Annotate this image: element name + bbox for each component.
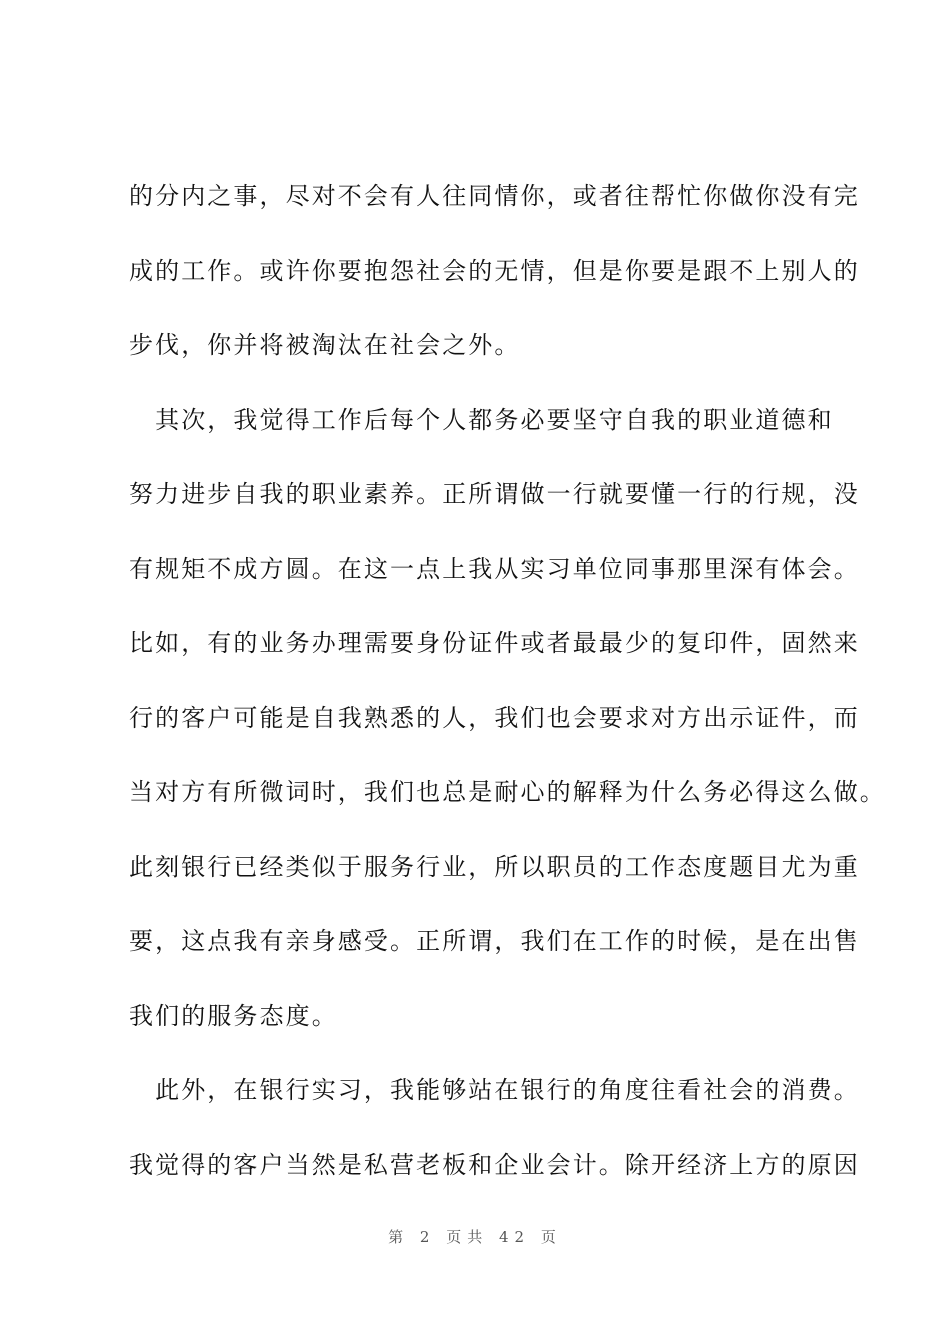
text-line: 有规矩不成方圆。在这一点上我从实习单位同事那里深有体会。: [129, 554, 860, 583]
text-line: 此外，在银行实习，我能够站在银行的角度往看社会的消费。: [129, 1076, 860, 1104]
page-number-footer: 第 2 页共 42 页: [388, 1228, 562, 1246]
text-line: 比如，有的业务办理需要身份证件或者最最少的复印件，固然来: [129, 629, 860, 657]
text-line: 此刻银行已经类似于服务行业，所以职员的工作态度题目尤为重: [129, 852, 860, 881]
text-line: 的分内之事，尽对不会有人往同情你，或者往帮忙你做你没有完: [129, 182, 860, 210]
text-line: 我觉得的客户当然是私营老板和企业会计。除开经济上方的原因: [129, 1150, 860, 1179]
text-line: 成的工作。或许你要抱怨社会的无情，但是你要是跟不上别人的: [129, 256, 860, 285]
text-line: 要，这点我有亲身感受。正所谓，我们在工作的时候，是在出售: [129, 927, 860, 955]
text-line: 其次，我觉得工作后每个人都务必要坚守自我的职业道德和: [129, 405, 834, 434]
text-line: 步伐，你并将被淘汰在社会之外。: [129, 331, 521, 359]
text-line: 行的客户可能是自我熟悉的人，我们也会要求对方出示证件，而: [129, 703, 860, 732]
text-line: 努力进步自我的职业素养。正所谓做一行就要懂一行的行规，没: [129, 480, 860, 508]
text-line: 我们的服务态度。: [129, 1001, 338, 1030]
body-text: [129, 172, 886, 1215]
text-line: 当对方有所微词时，我们也总是耐心的解释为什么务必得这么做。: [129, 778, 886, 806]
